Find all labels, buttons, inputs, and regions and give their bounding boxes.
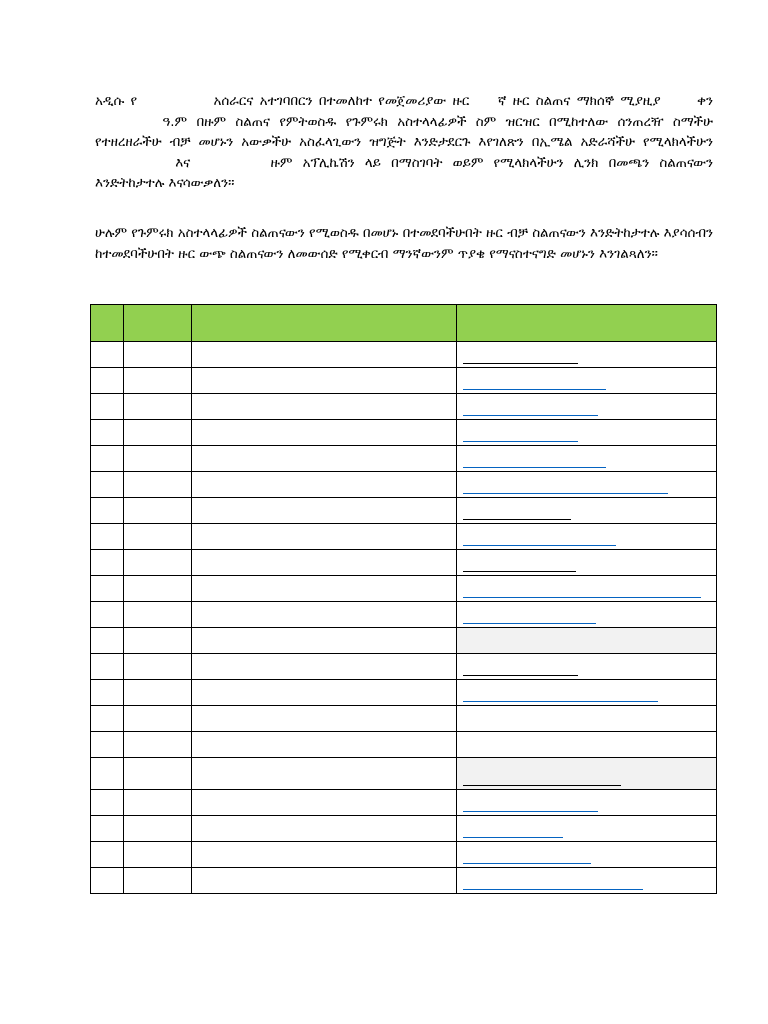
email-link[interactable] <box>463 889 643 890</box>
id-cell <box>124 758 192 790</box>
id-cell <box>124 368 192 394</box>
number-cell <box>91 628 124 654</box>
id-cell <box>124 446 192 472</box>
paragraph-text: ኛ ዙር ስልጠና ማክሰኞ ሚያዚያ <box>497 94 661 109</box>
table-row <box>91 446 717 472</box>
email-link[interactable] <box>463 785 621 786</box>
paragraph-text: አሰራርና አተገባበርን በተመለከተ የመጀመሪያው ዙር <box>213 94 470 109</box>
email-cell <box>457 654 717 680</box>
email-cell <box>457 446 717 472</box>
email-cell <box>457 498 717 524</box>
number-cell <box>91 816 124 842</box>
header-cell-name <box>192 305 457 342</box>
number-cell <box>91 446 124 472</box>
number-cell <box>91 368 124 394</box>
id-cell <box>124 394 192 420</box>
id-cell <box>124 498 192 524</box>
email-link[interactable] <box>463 701 658 702</box>
name-cell <box>192 680 457 706</box>
table-row <box>91 654 717 680</box>
table-row <box>91 602 717 628</box>
id-cell <box>124 420 192 446</box>
email-cell <box>457 420 717 446</box>
email-link[interactable] <box>463 441 578 442</box>
email-cell <box>457 732 717 758</box>
name-cell <box>192 758 457 790</box>
email-link[interactable] <box>463 363 578 364</box>
table-row <box>91 628 717 654</box>
id-cell <box>124 576 192 602</box>
email-link[interactable] <box>463 545 616 546</box>
table-row <box>91 420 717 446</box>
id-cell <box>124 680 192 706</box>
name-cell <box>192 342 457 368</box>
email-link[interactable] <box>463 837 563 838</box>
table-row <box>91 842 717 868</box>
name-cell <box>192 576 457 602</box>
id-cell <box>124 602 192 628</box>
email-link[interactable] <box>463 493 668 494</box>
table-row <box>91 498 717 524</box>
name-cell <box>192 628 457 654</box>
id-cell <box>124 472 192 498</box>
attendee-table <box>90 304 717 894</box>
email-link[interactable] <box>463 389 606 390</box>
number-cell <box>91 550 124 576</box>
email-cell <box>457 550 717 576</box>
paragraph-text: ዓ.ም በዙም ስልጠና የምትወስዱ የጉምሩክ አስተላላፊዎች ስም ዝርዝር በሚከተለው ሰንጠረዥ ስማችሁ የተዘረዘራችሁ ብቻ መሆኑን አውቃችሁ አስፈላጊውን ዝግጅት እንድታደርጉ እየገለጽን በኢሜል አድራሻችሁ የሚላክላችሁን <box>95 114 713 150</box>
name-cell <box>192 654 457 680</box>
email-cell <box>457 524 717 550</box>
table-row <box>91 816 717 842</box>
email-cell <box>457 816 717 842</box>
name-cell <box>192 394 457 420</box>
name-cell <box>192 420 457 446</box>
id-cell <box>124 732 192 758</box>
name-cell <box>192 816 457 842</box>
number-cell <box>91 758 124 790</box>
number-cell <box>91 602 124 628</box>
name-cell <box>192 732 457 758</box>
table-row <box>91 706 717 732</box>
table-row <box>91 868 717 894</box>
email-cell <box>457 706 717 732</box>
notice-paragraph: ሁሉም የጉምሩክ አስተላላፊዎች ስልጠናውን የሚወስዱ በመሆኑ በተመደባችሁበት ዙር ብቻ ስልጠናውን እንድትከታተሉ እያሳሰብን ከተመደባችሁበት ዙር ውጭ ስልጠናውን ለመውሰድ የሚቀርብ ማንኛውንም ጥያቄ የማናስተናግድ መሆኑን እንገልጻለን። <box>95 226 713 262</box>
table-row <box>91 524 717 550</box>
email-cell <box>457 368 717 394</box>
id-cell <box>124 842 192 868</box>
name-cell <box>192 790 457 816</box>
number-cell <box>91 524 124 550</box>
id-cell <box>124 550 192 576</box>
id-cell <box>124 628 192 654</box>
table-row <box>91 368 717 394</box>
id-cell <box>124 868 192 894</box>
id-cell <box>124 790 192 816</box>
name-cell <box>192 706 457 732</box>
table-row <box>91 758 717 790</box>
number-cell <box>91 498 124 524</box>
name-cell <box>192 368 457 394</box>
number-cell <box>91 394 124 420</box>
id-cell <box>124 524 192 550</box>
number-cell <box>91 680 124 706</box>
table-row <box>91 550 717 576</box>
email-link[interactable] <box>463 519 571 520</box>
paragraph-text: አዲሱ የ <box>95 94 138 109</box>
paragraph-text: ቀን <box>696 94 713 109</box>
number-cell <box>91 868 124 894</box>
number-cell <box>91 472 124 498</box>
email-cell <box>457 680 717 706</box>
email-cell <box>457 790 717 816</box>
number-cell <box>91 732 124 758</box>
name-cell <box>192 602 457 628</box>
number-cell <box>91 706 124 732</box>
name-cell <box>192 868 457 894</box>
name-cell <box>192 524 457 550</box>
email-cell <box>457 842 717 868</box>
intro-paragraph <box>95 92 713 195</box>
id-cell <box>124 654 192 680</box>
email-cell <box>457 394 717 420</box>
table-row <box>91 680 717 706</box>
number-cell <box>91 790 124 816</box>
email-link[interactable] <box>463 571 576 572</box>
table-row <box>91 342 717 368</box>
paragraph-text: እና <box>175 155 191 171</box>
number-cell <box>91 576 124 602</box>
header-cell-email <box>457 305 717 342</box>
header-cell-id <box>124 305 192 342</box>
email-cell <box>457 576 717 602</box>
number-cell <box>91 420 124 446</box>
name-cell <box>192 550 457 576</box>
id-cell <box>124 706 192 732</box>
email-cell <box>457 758 717 790</box>
name-cell <box>192 498 457 524</box>
email-cell <box>457 342 717 368</box>
email-link[interactable] <box>463 467 606 468</box>
name-cell <box>192 842 457 868</box>
name-cell <box>192 446 457 472</box>
email-link[interactable] <box>463 863 591 864</box>
id-cell <box>124 342 192 368</box>
paragraph-text: ዙም አፕሊኬሽን ላይ በማስገባት ወይም የሚላክላችሁን ሊንክ በመጫን ስልጠናውን እንድትከታተሉ እናሳውቃለን። <box>95 155 713 191</box>
number-cell <box>91 654 124 680</box>
table-row <box>91 790 717 816</box>
email-link[interactable] <box>463 597 701 598</box>
table-row <box>91 394 717 420</box>
number-cell <box>91 342 124 368</box>
email-link[interactable] <box>463 811 598 812</box>
email-cell <box>457 628 717 654</box>
email-link[interactable] <box>463 415 598 416</box>
id-cell <box>124 816 192 842</box>
email-link[interactable] <box>463 675 578 676</box>
email-link[interactable] <box>463 623 596 624</box>
email-cell <box>457 602 717 628</box>
email-cell <box>457 472 717 498</box>
table-row <box>91 732 717 758</box>
header-cell-number <box>91 305 124 342</box>
number-cell <box>91 842 124 868</box>
table-header-row <box>91 305 717 342</box>
table-row <box>91 472 717 498</box>
name-cell <box>192 472 457 498</box>
table-row <box>91 576 717 602</box>
email-cell <box>457 868 717 894</box>
